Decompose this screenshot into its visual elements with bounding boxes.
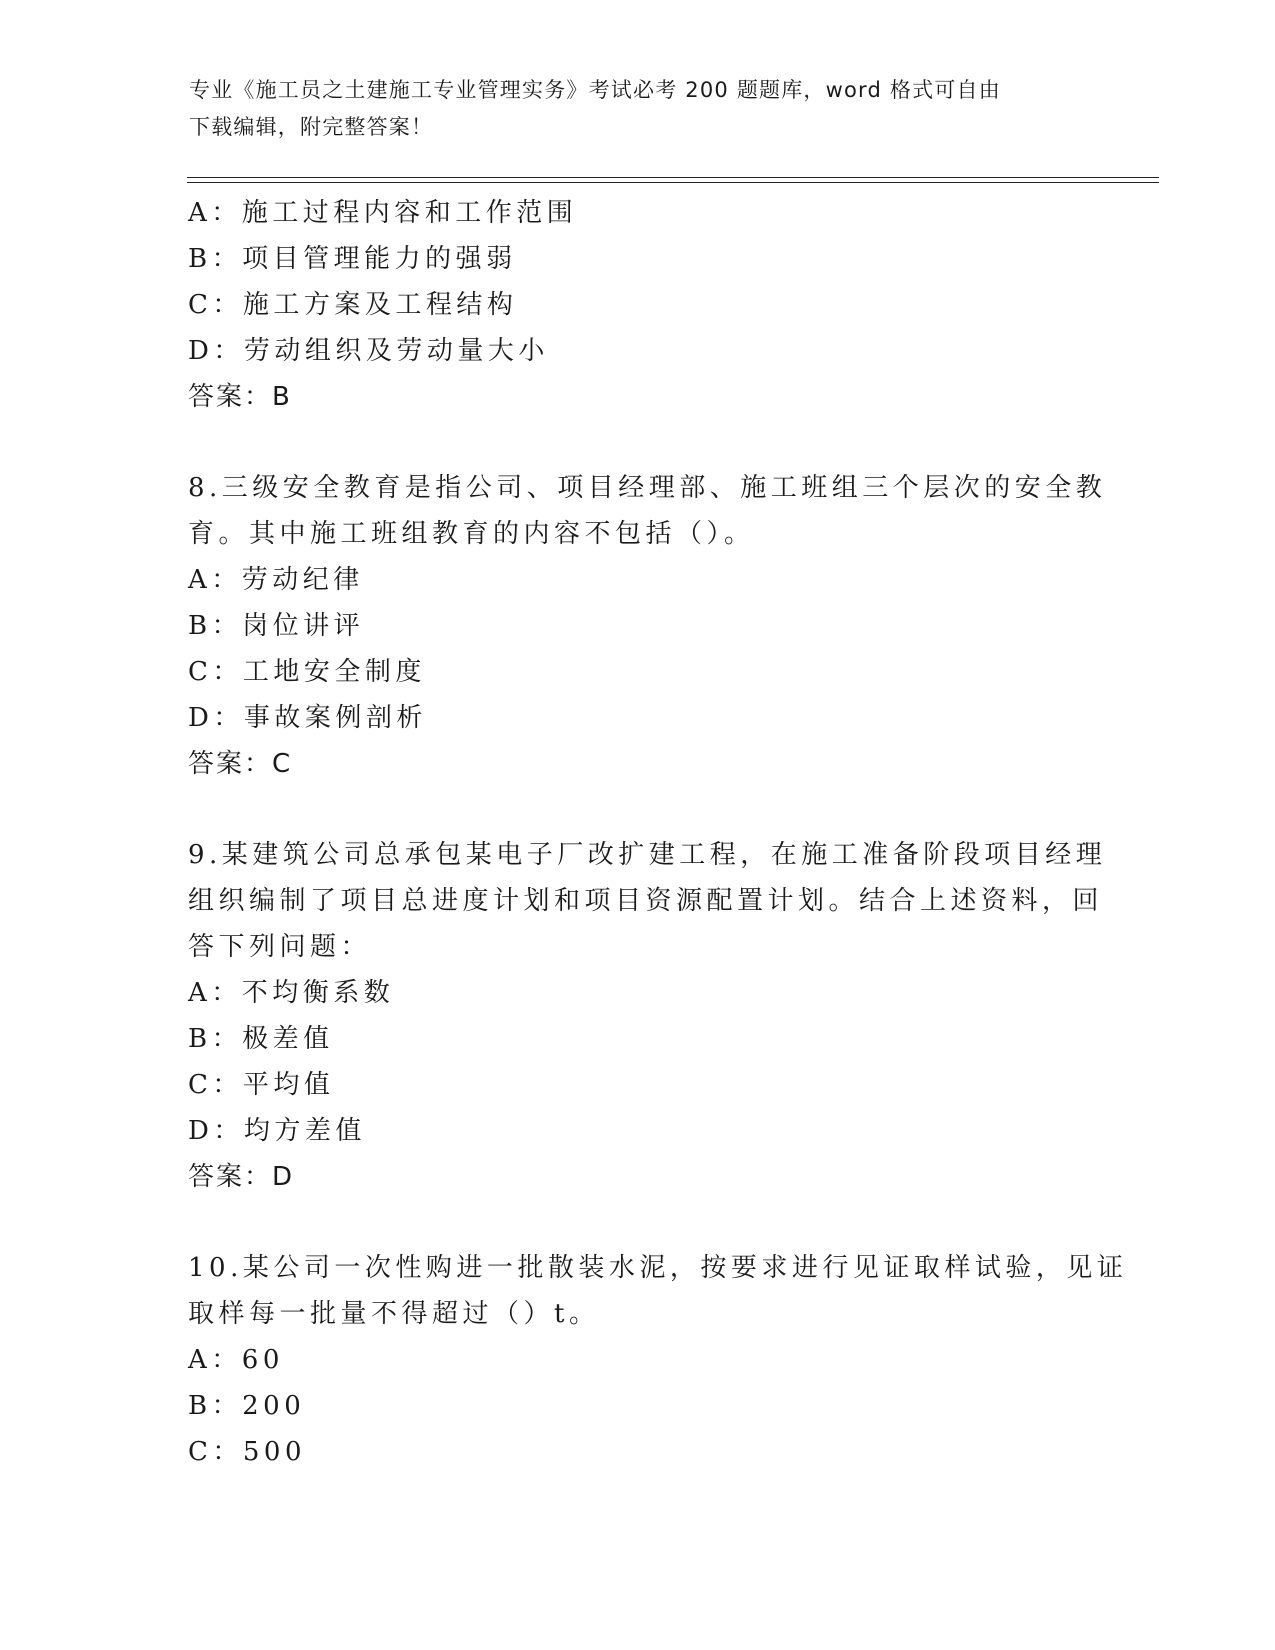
- stem-line: 答下列问题：: [188, 932, 372, 962]
- spacer: [188, 1200, 1088, 1245]
- option-a: A：施工过程内容和工作范围: [188, 198, 578, 228]
- answer-line: 答案：D: [188, 1162, 295, 1192]
- option-a: A：不均衡系数: [188, 978, 395, 1008]
- header-line-2: 下载编辑，附完整答案！: [189, 115, 434, 139]
- option-d: D：事故案例剖析: [188, 703, 427, 733]
- option-b: B：200: [188, 1391, 306, 1421]
- question-8: [188, 465, 1107, 787]
- question-stem: [188, 1245, 1128, 1337]
- question-10: [188, 1245, 1128, 1475]
- option-b: B：极差值: [188, 1024, 334, 1054]
- stem-line: 8.三级安全教育是指公司、项目经理部、施工班组三个层次的安全教: [188, 473, 1107, 503]
- question-stem: [188, 832, 1107, 970]
- spacer: [188, 420, 1088, 465]
- question-stem: [188, 465, 1107, 557]
- option-d: D：均方差值: [188, 1116, 366, 1146]
- spacer: [188, 787, 1088, 832]
- option-a: A：60: [188, 1345, 284, 1375]
- question-list: [188, 190, 1128, 1475]
- header-divider-bottom: [187, 182, 1159, 183]
- question-9: [188, 832, 1107, 1200]
- option-d: D：劳动组织及劳动量大小: [188, 336, 549, 366]
- option-c: C：平均值: [188, 1070, 335, 1100]
- document-header: [189, 72, 1069, 146]
- header-line-1: 专业《施工员之土建施工专业管理实务》考试必考 200 题题库，word 格式可自由: [189, 78, 1001, 102]
- stem-line: 组织编制了项目总进度计划和项目资源配置计划。结合上述资料，回: [188, 886, 1104, 916]
- answer-line: 答案：C: [188, 749, 293, 779]
- stem-line: 10.某公司一次性购进一批散装水泥，按要求进行见证取样试验，见证: [188, 1253, 1128, 1283]
- option-b: B：岗位讲评: [188, 611, 365, 641]
- option-a: A：劳动纪律: [188, 565, 364, 595]
- answer-line: 答案：B: [188, 382, 292, 412]
- option-c: C：施工方案及工程结构: [188, 290, 518, 320]
- stem-line: 9.某建筑公司总承包某电子厂改扩建工程，在施工准备阶段项目经理: [188, 840, 1107, 870]
- option-c: C：工地安全制度: [188, 657, 426, 687]
- stem-line: 育。其中施工班组教育的内容不包括（）。: [188, 519, 755, 549]
- option-c: C：500: [188, 1437, 307, 1467]
- stem-line: 取样每一批量不得超过（）t。: [188, 1299, 600, 1329]
- option-b: B：项目管理能力的强弱: [188, 244, 517, 274]
- header-divider-top: [187, 177, 1159, 178]
- question-7: [188, 190, 1088, 420]
